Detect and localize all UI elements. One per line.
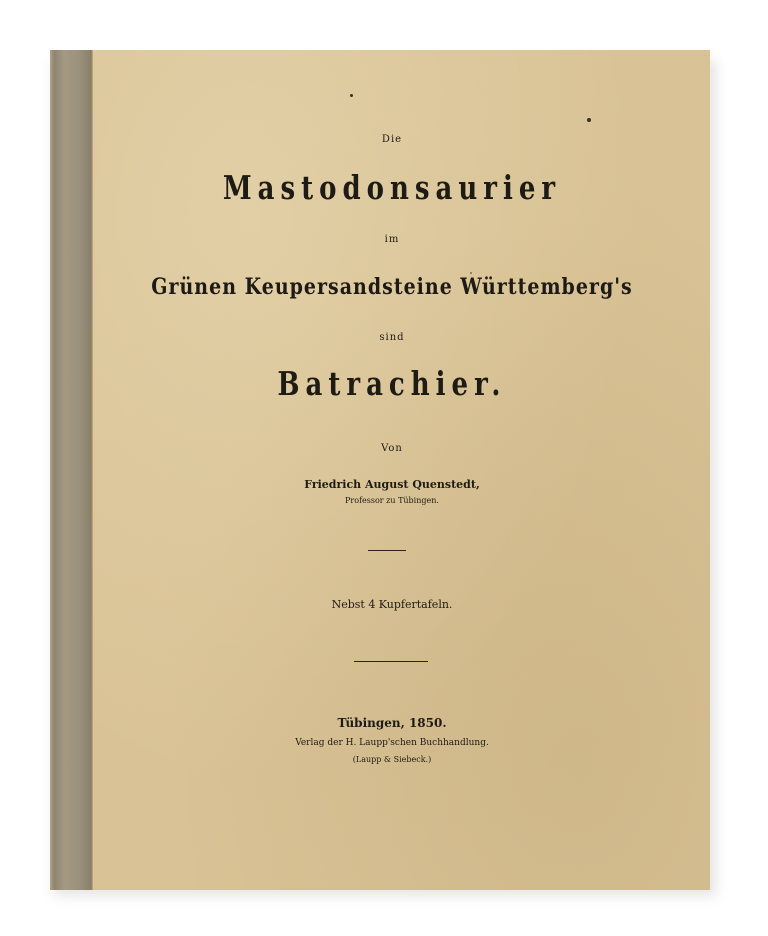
divider-rule	[368, 550, 406, 551]
end-title: Batrachier.	[277, 366, 507, 404]
main-title: Mastodonsaurier	[222, 170, 562, 208]
subtitle: Grünen Keupersandsteine Württemberg's	[151, 273, 633, 301]
die-word: Die	[381, 134, 403, 145]
im-word: im	[384, 234, 400, 245]
sind-word: sind	[379, 332, 405, 343]
author-role: Professor zu Tübingen.	[345, 496, 439, 505]
publisher-sub: (Laupp & Siebeck.)	[352, 755, 432, 764]
author-name: Friedrich August Quenstedt,	[304, 478, 480, 491]
title-page	[92, 50, 692, 890]
place-year: Tübingen, 1850.	[337, 716, 447, 730]
book-spine	[50, 50, 92, 890]
divider-rule	[354, 661, 428, 662]
von-word: Von	[381, 443, 403, 454]
publisher-line: Verlag der H. Laupp'schen Buchhandlung.	[295, 738, 489, 748]
plates-note: Nebst 4 Kupfertafeln.	[331, 598, 453, 611]
